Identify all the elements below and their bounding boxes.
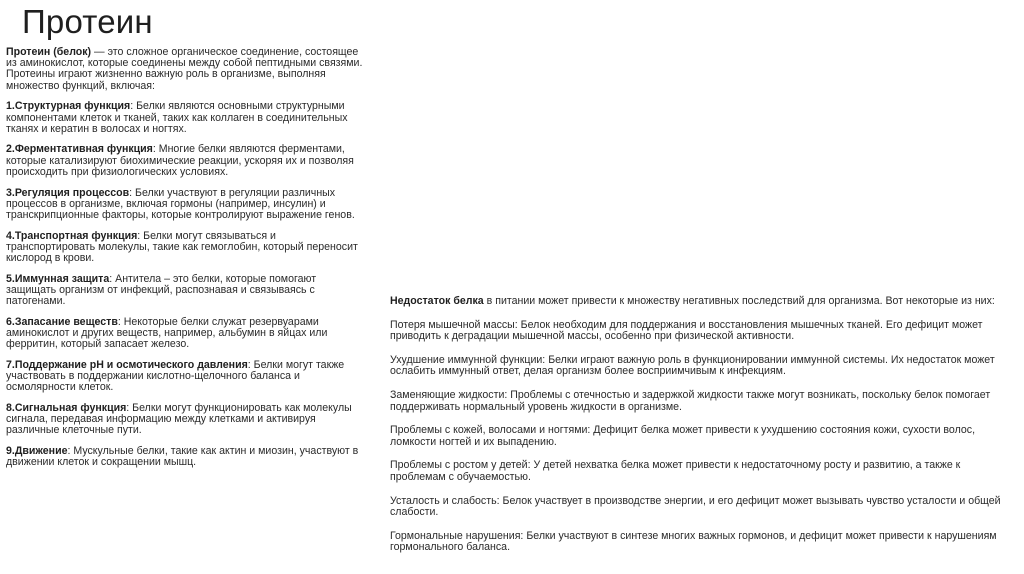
- function-title: 1.Структурная функция: [6, 100, 131, 113]
- function-text: : Мускульные белки, такие как актин и миозин, участвуют в движении клеток и сокращении мышц.: [6, 445, 359, 469]
- function-title: 9.Движение: [6, 445, 68, 458]
- protein-intro-text: — это сложное органическое соединение, состоящее из аминокислот, которые соединены между собой пептидными связями. Протеины играют жизненно важную роль в организме, выполняя множество функций, включая:: [6, 46, 363, 92]
- deficiency-item-child-growth: Проблемы с ростом у детей: У детей нехватка белка может привести к недостаточному росту и развитию, а также к проблемам с обучаемостью.: [390, 459, 961, 483]
- deficiency-item-fluids: Заменяющие жидкости: Проблемы с отечностью и задержкой жидкости также могут возникать, поскольку белок помогает поддерживать нормальный уровень жидкости в организме.: [390, 388, 991, 413]
- function-item-transport: [6, 231, 366, 265]
- function-text: : Белки могут также участвовать в поддержании кислотно-щелочного баланса и осмолярности клеток.: [6, 358, 345, 394]
- function-title: 7.Поддержание pH и осмотического давления: [6, 358, 248, 371]
- deficiency-item-fatigue: Усталость и слабость: Белок участвует в производстве энергии, и его дефицит может вызывать чувство усталости и общей слабости.: [390, 494, 1001, 519]
- protein-functions-column: [6, 47, 366, 478]
- function-text: : Многие белки являются ферментами, которые катализируют биохимические реакции, ускоряя их и позволяя происходить при физиологических условиях.: [6, 143, 354, 178]
- deficiency-item-hormonal: Гормональные нарушения: Белки участвуют в синтезе многих важных гормонов, и дефицит может привести к нарушениям гормонального баланса.: [390, 529, 997, 554]
- function-item-ph-balance: [6, 360, 366, 394]
- deficiency-intro-text: в питании может привести к множеству негативных последствий для организма. Вот некоторые из них:: [483, 295, 995, 307]
- function-text: : Некоторые белки служат резервуарами аминокислот и других веществ, например, альбумин в яйцах или ферритин, который запасает железо.: [6, 315, 328, 351]
- slide-title: Протеин: [22, 3, 153, 40]
- function-title: 2.Ферментативная функция: [6, 143, 153, 156]
- protein-intro-paragraph: [6, 47, 366, 92]
- function-text: : Белки являются основными структурными компонентами клеток и тканей, таких как коллаген в соединительных тканях и кератин в волосах и ногтях.: [6, 100, 348, 135]
- function-item-signaling: [6, 403, 366, 437]
- function-title: 6.Запасание веществ: [6, 315, 118, 328]
- deficiency-item-skin-hair-nails: Проблемы с кожей, волосами и ногтями: Дефицит белка может привести к ухудшению состояния кожи, сухости волос, ломкости ногтей и их выпадению.: [390, 424, 976, 448]
- protein-deficiency-column: [390, 296, 1002, 566]
- protein-intro-term: Протеин (белок): [6, 46, 92, 58]
- deficiency-intro-term: Недостаток белка: [390, 295, 484, 307]
- function-title: 3.Регуляция процессов: [6, 186, 130, 199]
- function-item-regulation: [6, 188, 366, 222]
- deficiency-item-muscle-loss: Потеря мышечной массы: Белок необходим для поддержания и восстановления мышечных тканей. Его дефицит может приводить к деградации мышечной массы, особенно при физической активности.: [390, 318, 983, 343]
- function-title: 8.Сигнальная функция: [6, 402, 127, 415]
- function-text: : Антитела – это белки, которые помогают защищать организм от инфекций, распознавая и связываясь с патогенами.: [6, 272, 317, 308]
- function-text: : Белки могут связываться и транспортировать молекулы, такие как гемоглобин, который переносит кислород в крови.: [6, 229, 358, 265]
- function-item-movement: [6, 446, 366, 468]
- function-item-structural: [6, 101, 366, 135]
- function-title: 4.Транспортная функция: [6, 229, 138, 242]
- function-text: : Белки участвуют в регуляции различных процессов в организме, включая гормоны (например, инсулин) и транскрипционные факторы, которые контролируют выражение генов.: [6, 186, 355, 221]
- function-item-storage: [6, 317, 366, 351]
- deficiency-intro-paragraph: [390, 296, 1002, 308]
- deficiency-item-immune: Ухудшение иммунной функции: Белки играют важную роль в функционировании иммунной системы. Их недостаток может ослабить иммунный ответ, делая организм более восприимчивым к инфекциям.: [390, 353, 995, 378]
- function-item-enzymatic: [6, 144, 366, 178]
- function-item-immune: [6, 274, 366, 308]
- function-text: : Белки могут функционировать как молекулы сигнала, передавая информацию между клетками и активируя различные клеточные пути.: [6, 402, 352, 437]
- function-title: 5.Иммунная защита: [6, 272, 110, 285]
